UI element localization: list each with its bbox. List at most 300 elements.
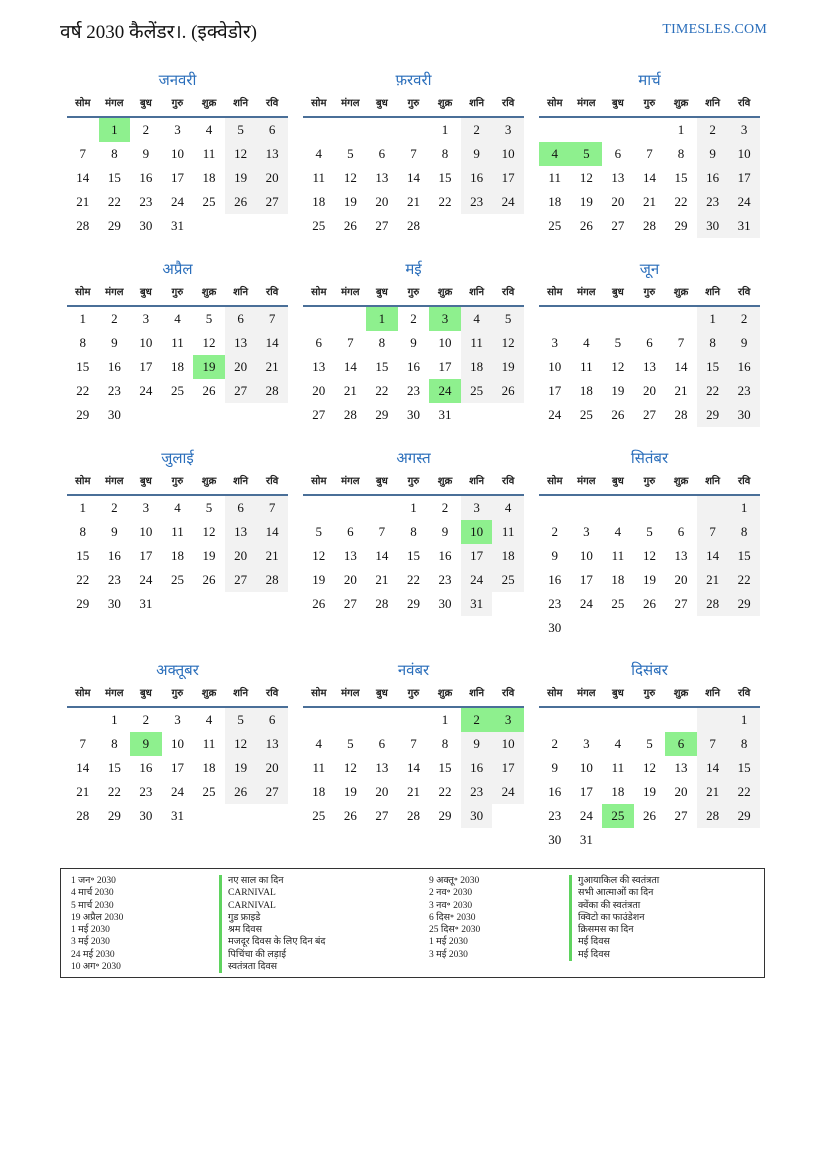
day-cell: 21: [76, 194, 90, 209]
day-cell: 22: [674, 194, 688, 209]
weekday-label: मंगल: [105, 688, 124, 699]
day-cell: 10: [579, 548, 593, 563]
day-cell: 5: [646, 736, 653, 751]
day-cell: 17: [438, 359, 452, 374]
day-cell: 17: [548, 383, 562, 398]
day-cell: 4: [461, 307, 493, 331]
day-cell: 19: [312, 572, 326, 587]
month-calendar: [67, 259, 288, 427]
weekday-label: शनि: [233, 476, 249, 487]
day-cell: 21: [674, 383, 688, 398]
day-cell: 23: [697, 190, 729, 214]
empty-day-cell: [303, 118, 335, 142]
day-cell: 2: [461, 118, 493, 142]
day-cell: 20: [674, 572, 688, 587]
day-cell: 29: [76, 407, 90, 422]
day-cell: 29: [375, 407, 389, 422]
day-cell: 24: [492, 780, 524, 804]
day-cell: 2: [728, 307, 760, 331]
weekday-label: गुरु: [171, 98, 184, 109]
day-cell: 6: [315, 335, 323, 350]
day-cell: 25: [312, 218, 326, 233]
day-cell: 20: [256, 756, 288, 780]
weekday-header: [67, 682, 288, 708]
weekday-label: बुध: [375, 476, 388, 487]
day-cell: 19: [343, 194, 357, 209]
day-grid: [539, 496, 760, 640]
day-cell: 1: [441, 122, 449, 137]
day-cell: 23: [438, 572, 452, 587]
weekday-label: बुध: [611, 688, 624, 699]
day-cell: 30: [406, 407, 420, 422]
day-cell: 1: [677, 122, 685, 137]
day-cell: 18: [170, 548, 184, 563]
day-cell: 16: [548, 572, 562, 587]
day-cell: 9: [461, 142, 493, 166]
day-cell: 25: [492, 568, 524, 592]
day-cell: 12: [579, 170, 593, 185]
holiday-name: श्रम दिवस: [219, 924, 325, 936]
day-cell: 25: [461, 379, 493, 403]
weekday-label: मंगल: [105, 476, 124, 487]
weekday-header: [67, 92, 288, 118]
empty-day-cell: [602, 708, 634, 732]
holiday-day-cell: 5: [571, 142, 603, 166]
day-cell: 18: [461, 355, 493, 379]
day-cell: 6: [614, 146, 622, 161]
weekday-label: रवि: [266, 98, 279, 109]
day-cell: 26: [343, 808, 357, 823]
holiday-date: 1 मई 2030: [71, 925, 110, 936]
day-cell: 7: [256, 496, 288, 520]
weekday-label: शनि: [705, 98, 721, 109]
holiday-name: क्वेंका की स्वतंत्रता: [569, 900, 659, 912]
day-cell: 10: [728, 142, 760, 166]
holiday-name: क्रिसमस का दिन: [569, 924, 659, 936]
day-cell: 18: [548, 194, 562, 209]
day-cell: 30: [107, 407, 121, 422]
weekday-label: गुरु: [643, 98, 656, 109]
empty-day-cell: [539, 708, 571, 732]
day-cell: 13: [375, 760, 389, 775]
day-cell: 23: [461, 190, 493, 214]
empty-day-cell: [665, 708, 697, 732]
weekday-label: बुध: [611, 287, 624, 298]
day-cell: 21: [343, 383, 357, 398]
holiday-day-cell: 1: [366, 307, 398, 331]
day-cell: 26: [642, 808, 656, 823]
day-cell: 8: [111, 146, 118, 161]
weekday-header: [539, 682, 760, 708]
day-cell: 11: [611, 548, 625, 563]
day-cell: 8: [111, 736, 118, 751]
day-cell: 16: [728, 355, 760, 379]
empty-day-cell: [665, 307, 697, 331]
empty-day-cell: [335, 307, 367, 331]
empty-day-cell: [571, 307, 603, 331]
day-cell: 23: [139, 784, 153, 799]
day-grid: [303, 118, 524, 238]
holiday-name: नए साल का दिन: [219, 875, 325, 887]
day-cell: 24: [492, 190, 524, 214]
day-cell: 14: [697, 544, 729, 568]
holiday-date: 1 जन॰ 2030: [71, 876, 116, 886]
day-cell: 8: [728, 732, 760, 756]
weekday-label: सोम: [75, 688, 91, 699]
empty-day-cell: [67, 708, 99, 732]
day-cell: 29: [406, 596, 420, 611]
day-cell: 3: [583, 524, 590, 539]
day-cell: 22: [728, 780, 760, 804]
day-cell: 16: [461, 166, 493, 190]
day-cell: 8: [441, 736, 449, 751]
day-cell: 6: [378, 736, 386, 751]
day-cell: 11: [611, 760, 625, 775]
day-cell: 5: [225, 708, 257, 732]
day-cell: 3: [583, 736, 590, 751]
day-cell: 17: [492, 166, 524, 190]
day-cell: 19: [225, 756, 257, 780]
weekday-label: मंगल: [341, 476, 360, 487]
day-cell: 13: [225, 331, 257, 355]
weekday-label: गुरु: [407, 476, 420, 487]
day-cell: 20: [225, 544, 257, 568]
day-cell: 28: [674, 407, 688, 422]
day-cell: 14: [256, 520, 288, 544]
day-cell: 9: [697, 142, 729, 166]
weekday-header: [67, 470, 288, 496]
day-cell: 16: [697, 166, 729, 190]
day-cell: 3: [142, 311, 150, 326]
day-cell: 8: [728, 520, 760, 544]
day-cell: 23: [548, 596, 562, 611]
day-cell: 26: [225, 190, 257, 214]
day-cell: 27: [225, 568, 257, 592]
holiday-day-cell: 2: [461, 708, 493, 732]
day-cell: 14: [343, 359, 357, 374]
weekday-label: रवि: [738, 287, 751, 298]
day-cell: 4: [205, 122, 213, 137]
weekday-label: रवि: [266, 688, 279, 699]
day-cell: 28: [343, 407, 357, 422]
day-cell: 30: [438, 596, 452, 611]
day-cell: 26: [611, 407, 625, 422]
day-cell: 4: [614, 736, 622, 751]
month-title: जून: [639, 262, 660, 278]
page-title: वर्ष 2030 कैलेंडर।. (इक्वेडोर): [60, 22, 257, 43]
empty-day-cell: [571, 496, 603, 520]
day-cell: 23: [139, 194, 153, 209]
day-cell: 12: [343, 170, 357, 185]
day-cell: 15: [107, 170, 121, 185]
month-calendar: [303, 660, 524, 828]
weekday-label: बुध: [611, 476, 624, 487]
day-cell: 26: [642, 596, 656, 611]
weekday-label: बुध: [139, 287, 152, 298]
site-link[interactable]: TIMESLES.COM: [662, 22, 767, 37]
holiday-date: 10 अग॰ 2030: [71, 962, 121, 973]
day-cell: 30: [461, 804, 493, 828]
day-cell: 15: [76, 359, 90, 374]
day-cell: 25: [579, 407, 593, 422]
day-grid: [539, 307, 760, 427]
empty-day-cell: [634, 307, 666, 331]
weekday-label: बुध: [375, 688, 388, 699]
day-cell: 26: [202, 572, 216, 587]
day-cell: 7: [79, 146, 87, 161]
day-cell: 20: [375, 194, 389, 209]
weekday-label: मंगल: [341, 98, 360, 109]
day-cell: 29: [438, 808, 452, 823]
weekday-label: सोम: [75, 287, 91, 298]
day-cell: 11: [202, 146, 216, 161]
day-cell: 3: [461, 496, 493, 520]
day-cell: 27: [256, 780, 288, 804]
day-cell: 12: [202, 335, 216, 350]
empty-day-cell: [366, 118, 398, 142]
day-cell: 6: [646, 335, 653, 350]
month-title: मार्च: [638, 73, 661, 89]
day-cell: 23: [406, 383, 420, 398]
weekday-label: शनि: [705, 476, 721, 487]
empty-day-cell: [571, 118, 603, 142]
day-cell: 10: [170, 146, 184, 161]
day-cell: 3: [492, 118, 524, 142]
day-cell: 15: [375, 359, 389, 374]
empty-day-cell: [539, 496, 571, 520]
day-cell: 18: [312, 784, 326, 799]
day-cell: 2: [697, 118, 729, 142]
holiday-name: स्वतंत्रता दिवस: [219, 961, 325, 973]
weekday-label: शुक्र: [201, 287, 217, 298]
day-cell: 11: [312, 170, 326, 185]
day-cell: 20: [674, 784, 688, 799]
day-cell: 4: [174, 500, 181, 515]
day-cell: 18: [202, 170, 216, 185]
day-cell: 30: [107, 596, 121, 611]
holiday-date: 9 अक्तू॰ 2030: [429, 876, 480, 886]
holiday-name: सभी आत्माओं का दिन: [569, 887, 659, 899]
day-grid: [67, 708, 288, 828]
day-cell: 3: [728, 118, 760, 142]
day-cell: 5: [492, 307, 524, 331]
day-cell: 27: [225, 379, 257, 403]
day-cell: 12: [642, 760, 656, 775]
day-cell: 2: [551, 736, 559, 751]
day-cell: 19: [225, 166, 257, 190]
day-cell: 15: [728, 756, 760, 780]
day-cell: 17: [579, 572, 593, 587]
empty-day-cell: [634, 496, 666, 520]
weekday-label: मंगल: [341, 287, 360, 298]
day-cell: 29: [697, 403, 729, 427]
day-cell: 13: [256, 142, 288, 166]
day-cell: 13: [611, 170, 625, 185]
weekday-label: गुरु: [171, 688, 184, 699]
day-cell: 21: [256, 355, 288, 379]
day-cell: 5: [646, 524, 653, 539]
day-cell: 1: [79, 311, 87, 326]
day-cell: 29: [76, 596, 90, 611]
day-cell: 21: [76, 784, 90, 799]
day-cell: 7: [347, 335, 354, 350]
day-grid: [539, 118, 760, 238]
day-cell: 9: [551, 548, 559, 563]
day-cell: 17: [492, 756, 524, 780]
day-cell: 21: [406, 194, 420, 209]
day-cell: 18: [312, 194, 326, 209]
day-cell: 5: [205, 311, 213, 326]
holiday-day-cell: 10: [461, 520, 493, 544]
day-cell: 1: [441, 712, 449, 727]
weekday-label: शुक्र: [437, 688, 453, 699]
day-cell: 5: [225, 118, 257, 142]
day-cell: 16: [139, 760, 153, 775]
day-cell: 25: [202, 784, 216, 799]
empty-day-cell: [634, 708, 666, 732]
holiday-date: 25 दिस॰ 2030: [429, 925, 481, 936]
day-cell: 11: [171, 524, 184, 539]
day-cell: 9: [410, 335, 417, 350]
day-cell: 7: [697, 732, 729, 756]
day-cell: 19: [202, 548, 216, 563]
weekday-label: रवि: [266, 287, 279, 298]
day-cell: 31: [170, 808, 184, 823]
day-grid: [303, 708, 524, 828]
month-title: अप्रैल: [162, 262, 193, 278]
holiday-date: 3 नव॰ 2030: [429, 900, 473, 911]
day-cell: 6: [677, 524, 685, 539]
day-cell: 11: [548, 170, 562, 185]
day-cell: 7: [646, 146, 653, 161]
day-cell: 11: [171, 335, 184, 350]
holiday-name: पिचिंचा की लड़ाई: [219, 949, 325, 961]
day-cell: 8: [79, 524, 87, 539]
day-cell: 4: [205, 712, 213, 727]
holiday-day-cell: 4: [539, 142, 571, 166]
holiday-name: मई दिवस: [569, 936, 659, 948]
day-cell: 1: [728, 708, 760, 732]
holiday-date: 24 मई 2030: [71, 949, 115, 960]
day-cell: 19: [642, 784, 656, 799]
day-cell: 13: [674, 548, 688, 563]
day-cell: 15: [438, 170, 452, 185]
day-cell: 20: [611, 194, 625, 209]
day-cell: 4: [315, 146, 323, 161]
day-cell: 9: [111, 524, 118, 539]
day-cell: 2: [111, 500, 118, 515]
day-cell: 12: [492, 331, 524, 355]
weekday-label: शनि: [469, 287, 485, 298]
day-cell: 16: [139, 170, 153, 185]
weekday-label: शनि: [469, 688, 485, 699]
empty-day-cell: [602, 307, 634, 331]
holiday-names-left: [219, 875, 325, 973]
day-cell: 24: [139, 383, 153, 398]
day-cell: 15: [76, 548, 90, 563]
weekday-label: रवि: [738, 476, 751, 487]
month-calendar: [303, 448, 524, 616]
weekday-label: गुरु: [407, 287, 420, 298]
day-cell: 30: [548, 620, 562, 635]
day-cell: 27: [611, 218, 625, 233]
day-cell: 24: [170, 784, 184, 799]
day-cell: 20: [256, 166, 288, 190]
day-cell: 21: [375, 572, 389, 587]
day-cell: 7: [677, 335, 685, 350]
weekday-label: सोम: [311, 688, 327, 699]
weekday-label: शुक्र: [673, 688, 689, 699]
weekday-label: शुक्र: [673, 476, 689, 487]
day-cell: 27: [256, 190, 288, 214]
weekday-label: शुक्र: [673, 98, 689, 109]
weekday-label: शनि: [233, 98, 249, 109]
day-cell: 16: [406, 359, 420, 374]
day-cell: 27: [312, 407, 326, 422]
weekday-label: शुक्र: [437, 98, 453, 109]
holiday-date: 3 मई 2030: [71, 937, 110, 948]
day-cell: 25: [611, 596, 625, 611]
weekday-label: रवि: [738, 688, 751, 699]
month-title: जनवरी: [158, 73, 197, 89]
day-cell: 23: [461, 780, 493, 804]
day-cell: 16: [461, 756, 493, 780]
holiday-date: 1 मई 2030: [429, 937, 468, 948]
holiday-date: 3 मई 2030: [429, 949, 468, 960]
day-cell: 17: [170, 170, 184, 185]
month-title: अगस्त: [396, 451, 431, 467]
day-cell: 22: [76, 383, 90, 398]
weekday-label: गुरु: [171, 287, 184, 298]
day-cell: 29: [728, 592, 760, 616]
day-cell: 17: [728, 166, 760, 190]
day-cell: 10: [579, 760, 593, 775]
day-cell: 22: [76, 572, 90, 587]
day-cell: 28: [406, 218, 420, 233]
weekday-label: शनि: [705, 287, 721, 298]
day-cell: 27: [343, 596, 357, 611]
day-cell: 7: [378, 524, 386, 539]
day-cell: 10: [492, 732, 524, 756]
day-cell: 13: [312, 359, 326, 374]
empty-day-cell: [539, 118, 571, 142]
empty-day-cell: [539, 307, 571, 331]
weekday-label: सोम: [547, 287, 563, 298]
day-grid: [303, 496, 524, 616]
day-cell: 25: [548, 218, 562, 233]
day-cell: 14: [256, 331, 288, 355]
day-cell: 4: [174, 311, 181, 326]
day-cell: 19: [343, 784, 357, 799]
empty-day-cell: [398, 708, 430, 732]
day-cell: 11: [461, 331, 493, 355]
day-cell: 2: [111, 311, 118, 326]
weekday-label: गुरु: [171, 476, 184, 487]
weekday-label: रवि: [502, 476, 515, 487]
month-title: जुलाई: [161, 451, 194, 467]
day-cell: 20: [642, 383, 656, 398]
day-cell: 12: [611, 359, 625, 374]
weekday-header: [539, 281, 760, 307]
day-cell: 22: [107, 784, 121, 799]
day-cell: 13: [256, 732, 288, 756]
day-cell: 4: [315, 736, 323, 751]
weekday-label: सोम: [75, 476, 91, 487]
weekday-label: मंगल: [577, 688, 596, 699]
weekday-label: गुरु: [643, 688, 656, 699]
day-cell: 16: [438, 548, 452, 563]
holiday-date: 4 मार्च 2030: [71, 888, 114, 899]
